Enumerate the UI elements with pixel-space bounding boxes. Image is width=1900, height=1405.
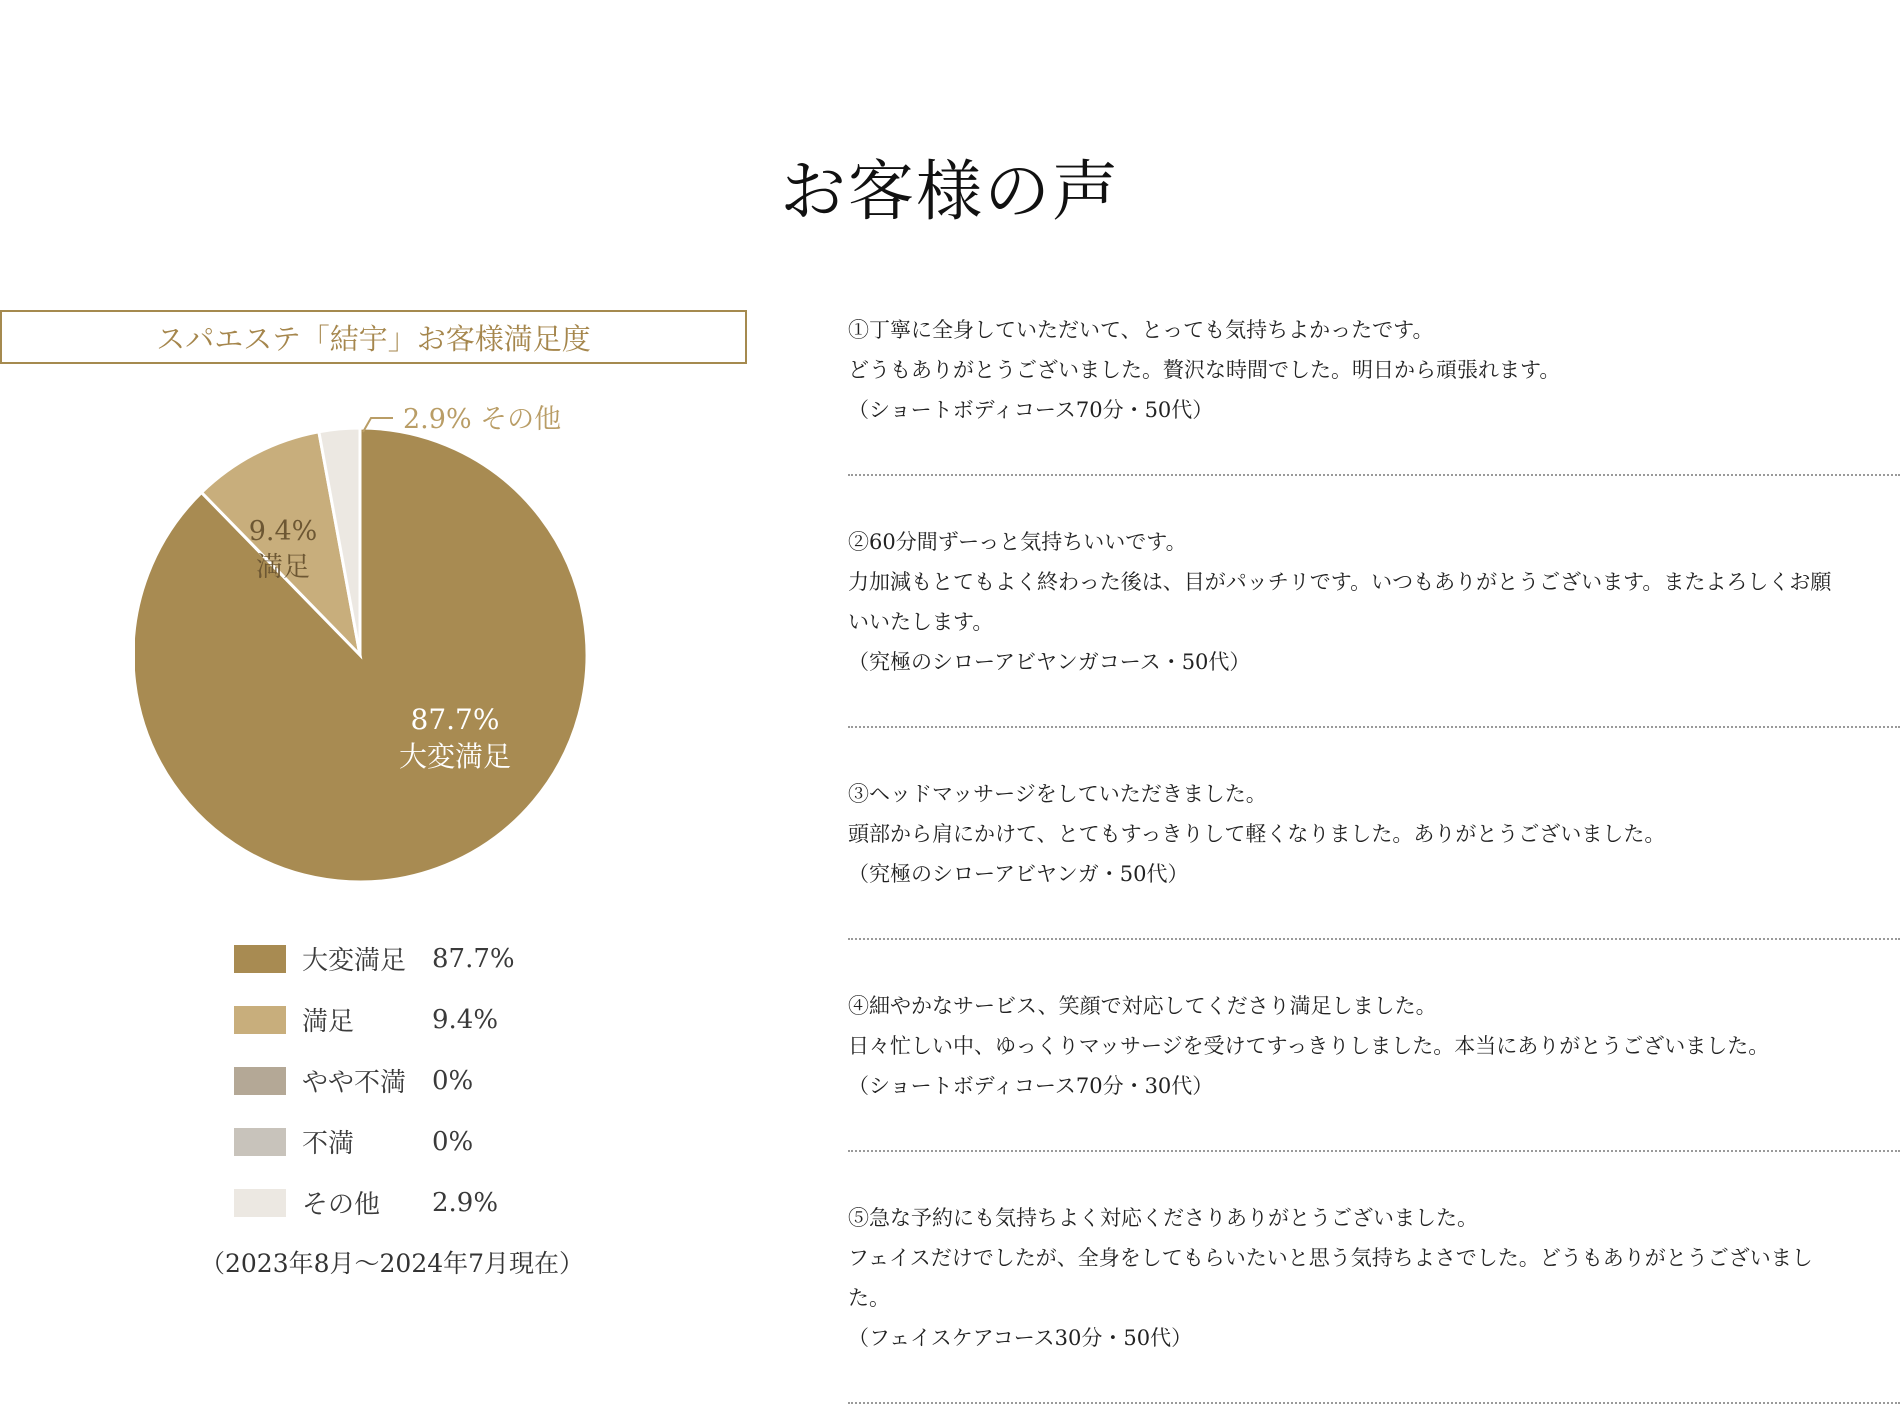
legend-value: 2.9% — [432, 1187, 499, 1218]
review-text: 頭部から肩にかけて、とてもすっきりして軽くなりました。ありがとうございました。 — [848, 822, 1666, 846]
pie-label-satisfied-value: 9.4% — [248, 516, 318, 547]
review-item — [848, 310, 1900, 476]
legend-item-dissatisfied — [234, 1111, 515, 1172]
review-item — [848, 986, 1900, 1152]
review-text: いいたします。 — [848, 610, 994, 634]
legend-swatch — [234, 1067, 286, 1095]
review-item — [848, 522, 1900, 728]
review-text: どうもありがとうございました。贅沢な時間でした。明日から頑張れます。 — [848, 358, 1561, 382]
legend-label: その他 — [302, 1190, 381, 1220]
review-text: 力加減もとてもよく終わった後は、目がパッチリです。いつもありがとうございます。またよろしくお願 — [848, 570, 1832, 594]
review-text: ②60分間ずーっと気持ちいいです。 — [848, 530, 1187, 554]
pie-chart — [135, 400, 615, 920]
legend-item-other — [234, 1172, 515, 1233]
review-item — [848, 774, 1900, 940]
legend-label: 満足 — [302, 1007, 355, 1037]
legend-value: 87.7% — [432, 943, 515, 974]
legend-swatch — [234, 945, 286, 973]
pie-label-very-satisfied-name: 大変満足 — [398, 740, 512, 773]
legend-label: 大変満足 — [302, 946, 407, 976]
review-text: た。 — [848, 1286, 890, 1310]
legend-item-very-satisfied — [234, 928, 515, 989]
legend-item-satisfied — [234, 989, 515, 1050]
pie-label-very-satisfied-value: 87.7% — [410, 703, 500, 736]
pie-label-other: 2.9% その他 — [403, 404, 562, 435]
review-text: 日々忙しい中、ゆっくりマッサージを受けてすっきりしました。本当にありがとうございました。 — [848, 1034, 1770, 1058]
pie-svg — [135, 400, 615, 920]
review-course: （ショートボディコース70分・30代） — [848, 1074, 1214, 1098]
review-text: ④細やかなサービス、笑顔で対応してくださり満足しました。 — [848, 994, 1437, 1018]
legend-swatch — [234, 1128, 286, 1156]
pie-label-satisfied-name: 満足 — [256, 552, 310, 583]
legend-item-somewhat-dissatisfied — [234, 1050, 515, 1111]
survey-period: （2023年8月～2024年7月現在） — [200, 1249, 585, 1278]
legend-label: やや不満 — [302, 1068, 407, 1098]
legend-value: 0% — [432, 1126, 474, 1157]
review-text: ⑤急な予約にも気持ちよく対応くださりありがとうございました。 — [848, 1206, 1478, 1230]
chart-title-box — [0, 310, 747, 364]
chart-legend — [234, 928, 515, 1233]
legend-label: 不満 — [302, 1129, 355, 1159]
review-text: フェイスだけでしたが、全身をしてもらいたいと思う気持ちよさでした。どうもありがとうございまし — [848, 1246, 1813, 1270]
review-item — [848, 1198, 1900, 1404]
review-text: ①丁寧に全身していただいて、とっても気持ちよかったです。 — [848, 318, 1434, 342]
review-course: （ショートボディコース70分・50代） — [848, 398, 1214, 422]
legend-swatch — [234, 1006, 286, 1034]
page-title: お客様の声 — [780, 153, 1120, 230]
review-course: （フェイスケアコース30分・50代） — [848, 1326, 1193, 1350]
legend-value: 9.4% — [432, 1004, 499, 1035]
legend-swatch — [234, 1189, 286, 1217]
review-course: （究極のシローアビヤンガコース・50代） — [848, 650, 1251, 674]
review-text: ③ヘッドマッサージをしていただきました。 — [848, 782, 1267, 806]
review-course: （究極のシローアビヤンガ・50代） — [848, 862, 1189, 886]
legend-value: 0% — [432, 1065, 474, 1096]
chart-title: スパエステ「結宇」お客様満足度 — [156, 321, 591, 356]
